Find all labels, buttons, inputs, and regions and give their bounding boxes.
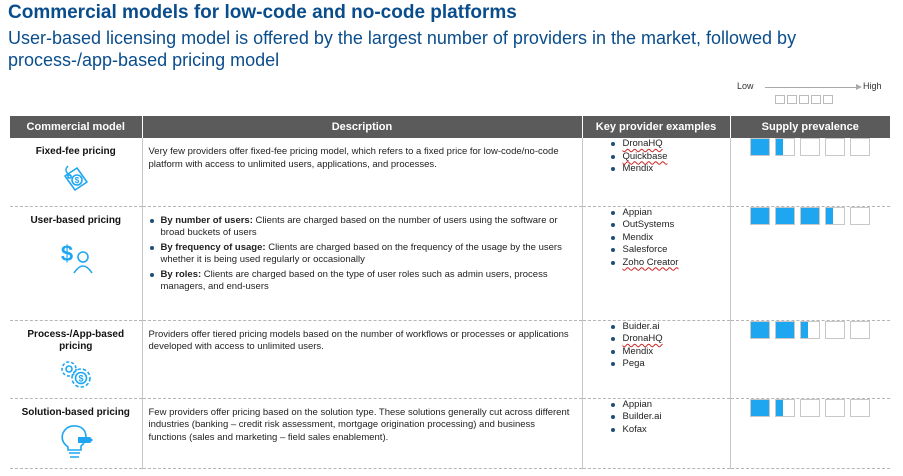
header-commercial-model: Commercial model: [10, 116, 142, 138]
page-title: Commercial models for low-code and no-code platforms: [8, 2, 517, 23]
price-tag-icon: [59, 162, 93, 196]
provider-item: Builder.ai: [611, 411, 730, 424]
prevalence-meter: [731, 207, 891, 225]
legend-low-label: Low: [737, 81, 754, 91]
providers-cell: [582, 206, 730, 320]
prevalence-box: [800, 207, 820, 225]
provider-item: Mendix: [611, 163, 730, 176]
provider-item: Salesforce: [611, 244, 730, 257]
user-dollar-icon: [56, 237, 96, 277]
table-row: [10, 138, 890, 206]
legend-scale-boxes: [775, 95, 833, 104]
prevalence-cell: [730, 398, 890, 468]
provider-item: DronaHQ: [611, 138, 730, 151]
provider-item: Appian: [611, 399, 730, 412]
model-cell: [10, 138, 142, 206]
prevalence-cell: [730, 320, 890, 398]
prevalence-box: [750, 399, 770, 417]
provider-item: Zoho Creator: [611, 257, 730, 270]
prevalence-cell: [730, 206, 890, 320]
description-cell: [142, 206, 582, 320]
page-subtitle: User-based licensing model is offered by the largest number of providers in the market, followed by process-/app-based pricing model: [8, 28, 797, 70]
prevalence-meter: [731, 138, 891, 156]
commercial-models-table: [10, 116, 890, 469]
prevalence-box: [775, 321, 795, 339]
table-row: [10, 206, 890, 320]
model-cell: [10, 206, 142, 320]
provider-item: OutSystems: [611, 219, 730, 232]
prevalence-box: [825, 399, 845, 417]
model-name: Process-/App-based pricing: [27, 328, 125, 352]
providers-cell: [582, 138, 730, 206]
prevalence-box: [800, 321, 820, 339]
prevalence-box: [750, 138, 770, 156]
provider-item: Pega: [611, 358, 730, 371]
gears-dollar-icon: [56, 357, 96, 391]
provider-item: Mendix: [611, 346, 730, 359]
prevalence-box: [825, 321, 845, 339]
providers-cell: [582, 320, 730, 398]
header-key-providers: Key provider examples: [582, 116, 730, 138]
model-name: User-based pricing: [30, 214, 122, 226]
prevalence-box: [850, 321, 870, 339]
prevalence-meter: [731, 399, 891, 417]
list-item: By frequency of usage: Clients are charged based on the frequency of the usage by the users whether it is being used regularly or occasionally: [161, 242, 572, 267]
model-cell: [10, 320, 142, 398]
prevalence-box: [775, 138, 795, 156]
provider-item: Mendix: [611, 232, 730, 245]
model-name: Fixed-fee pricing: [35, 146, 116, 157]
prevalence-box: [850, 207, 870, 225]
prevalence-box: [825, 138, 845, 156]
prevalence-box: [750, 321, 770, 339]
prevalence-box: [775, 399, 795, 417]
description-cell: Few providers offer pricing based on the solution type. These solutions generally cut across different industries (banking – credit risk assessment, mortgage origination processing) and business functions (sales and marketing – field sales enablement).: [142, 398, 582, 468]
list-item: By roles: Clients are charged based on the type of user roles such as admin users, process managers, and end-users: [161, 269, 572, 294]
model-name: Solution-based pricing: [21, 406, 130, 418]
lightbulb-icon: [56, 423, 96, 461]
header-description: Description: [142, 116, 582, 138]
svg-text:$: $: [78, 373, 84, 383]
description-cell: Very few providers offer fixed-fee pricing model, which refers to a fixed price for low-code/no-code platform with access to unlimited users, applications, and processes.: [142, 138, 582, 206]
legend-arrow-icon: [765, 87, 857, 88]
prevalence-box: [800, 138, 820, 156]
provider-item: Appian: [611, 207, 730, 220]
table-header-row: [10, 116, 890, 138]
prevalence-box: [825, 207, 845, 225]
prevalence-box: [800, 399, 820, 417]
svg-text:$: $: [74, 176, 79, 185]
prevalence-meter: [731, 321, 891, 339]
header-supply-prevalence: Supply prevalence: [730, 116, 890, 138]
model-cell: [10, 398, 142, 468]
list-item: By number of users: Clients are charged based on the number of users using the software or broad buckets of users: [161, 215, 572, 240]
legend-high-label: High: [863, 81, 882, 91]
provider-item: Quickbase: [611, 151, 730, 164]
provider-item: Kofax: [611, 424, 730, 437]
table-row: [10, 320, 890, 398]
prevalence-box: [775, 207, 795, 225]
prevalence-cell: [730, 138, 890, 206]
prevalence-legend: [735, 78, 895, 108]
prevalence-box: [750, 207, 770, 225]
prevalence-box: [850, 138, 870, 156]
providers-cell: [582, 398, 730, 468]
provider-item: DronaHQ: [611, 333, 730, 346]
description-cell: Providers offer tiered pricing models based on the number of workflows or processes or applications developed with access to unlimited users.: [142, 320, 582, 398]
prevalence-box: [850, 399, 870, 417]
svg-text:$: $: [60, 240, 73, 266]
provider-item: Buider.ai: [611, 321, 730, 334]
table-row: [10, 398, 890, 468]
